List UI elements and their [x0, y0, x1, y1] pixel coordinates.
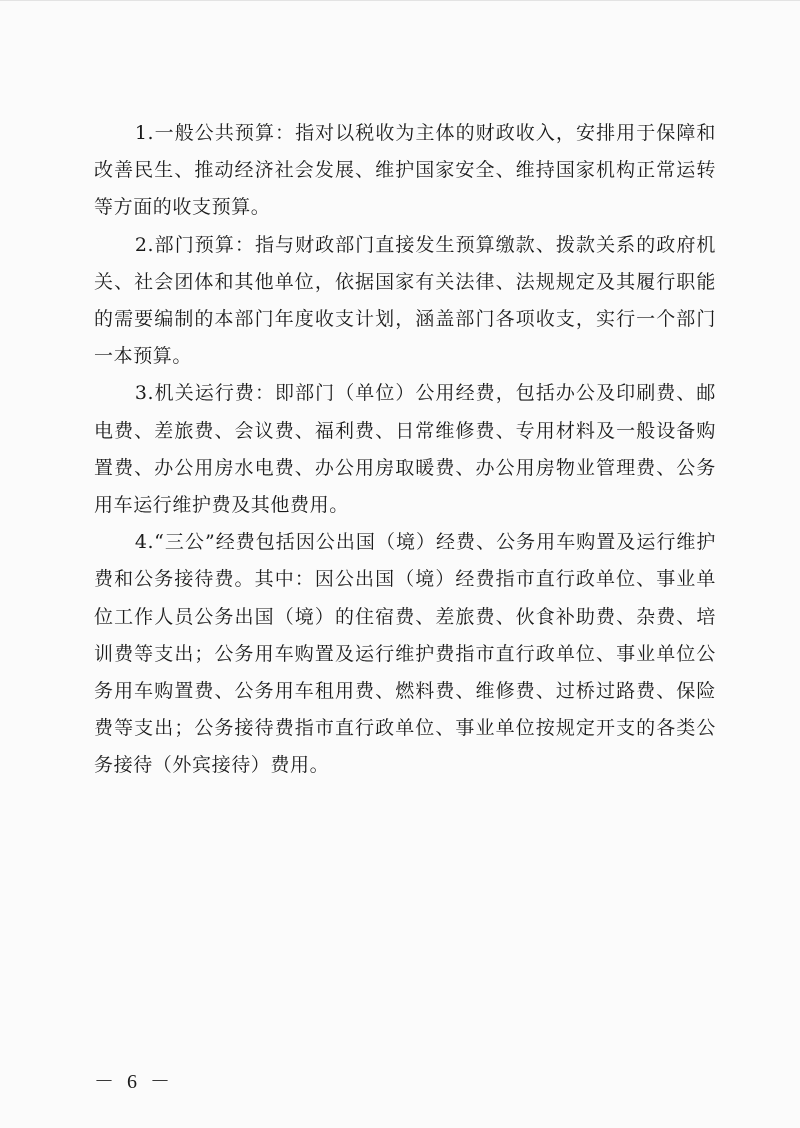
- paragraph-agency-operating-costs: 3.机关运行费：即部门（单位）公用经费，包括办公及印刷费、邮电费、差旅费、会议费、福利费、日常维修费、专用材料及一般设备购置费、办公用房水电费、办公用房取暖费、办公用房物业管理费、公务用车运行维护费及其他费用。: [94, 382, 716, 517]
- paragraph-department-budget: 2.部门预算：指与财政部门直接发生预算缴款、拨款关系的政府机关、社会团体和其他单位，依据国家有关法律、法规规定及其履行职能的需要编制的本部门年度收支计划，涵盖部门各项收支，实行一个部门一本预算。: [94, 233, 716, 368]
- paragraph-three-public-expenses: 4.“三公”经费包括因公出国（境）经费、公务用车购置及运行维护费和公务接待费。其中：因公出国（境）经费指市直行政单位、事业单位工作人员公务出国（境）的住宿费、差旅费、伙食补助费、杂费、培训费等支出；公务用车购置及运行维护费指市直行政单位、事业单位公务用车购置费、公务用车租用费、燃料费、维修费、过桥过路费、保险费等支出；公务接待费指市直行政单位、事业单位按规定开支的各类公务接待（外宾接待）费用。: [94, 531, 716, 777]
- body-text: [94, 115, 716, 785]
- paragraph-general-public-budget: 1.一般公共预算：指对以税收为主体的财政收入，安排用于保障和改善民生、推动经济社会发展、维护国家安全、维持国家机构正常运转等方面的收支预算。: [94, 122, 716, 219]
- page-number: － 6 －: [94, 1071, 174, 1093]
